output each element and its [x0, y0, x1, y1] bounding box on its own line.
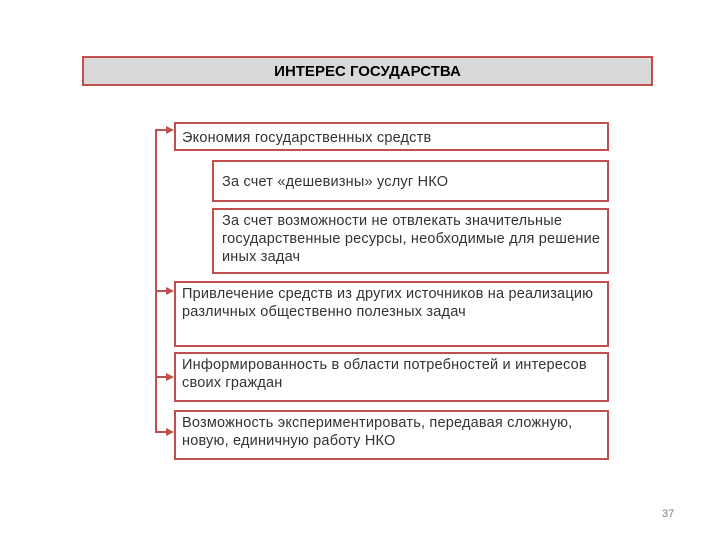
item-text: Экономия государственных средств [182, 129, 432, 146]
item-box [174, 281, 609, 347]
arrow-icon [166, 287, 174, 295]
item-text: Привлечение средств из других источников на реализацию различных общественно полезных задач [182, 286, 594, 320]
item-text: Информированность в области потребностей и интересов своих граждан [182, 357, 587, 391]
arrow-icon [166, 126, 174, 134]
item-text: За счет «дешевизны» услуг НКО [222, 174, 449, 190]
arrow-icon [166, 428, 174, 436]
sub-item-box [212, 208, 609, 274]
item-box [174, 410, 609, 460]
page-number: 37 [662, 508, 675, 520]
sub-item-box [212, 160, 609, 202]
arrow-icon [166, 373, 174, 381]
item-box [174, 352, 609, 402]
item-text: Возможность экспериментировать, передавая сложную, новую, единичную работу НКО [182, 415, 573, 449]
item-box [174, 122, 609, 151]
item-text: За счет возможности не отвлекать значительные государственные ресурсы, необходимые для решение иных задач [222, 213, 601, 265]
diagram-title: ИНТЕРЕС ГОСУДАРСТВА [82, 56, 653, 86]
